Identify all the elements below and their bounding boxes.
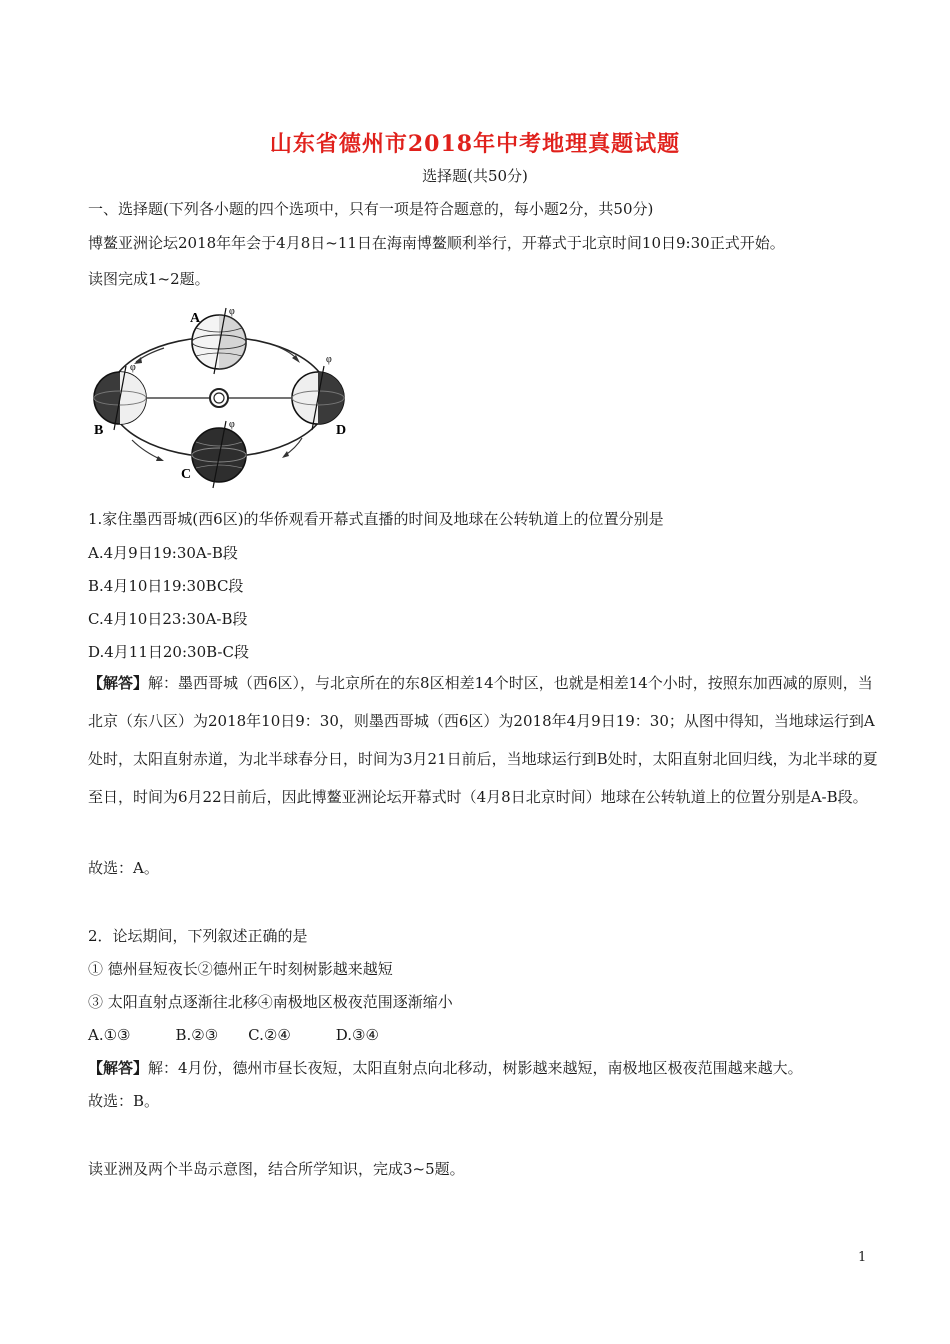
question-2-choice: 故选：B。 (88, 1092, 160, 1110)
label-c: C (181, 467, 192, 482)
label-b: B (94, 423, 104, 438)
question-1-option-a: A.4月9日19:30A-B段 (88, 544, 238, 562)
question-2-stem: 2．论坛期间，下列叙述正确的是 (88, 927, 308, 945)
answer-text: 解：4月份，德州市昼长夜短，太阳直射点向北移动，树影越来越短，南极地区极夜范围越来越大。 (148, 1059, 803, 1077)
question-2-options: A.①③ B.②③ C.②④ D.③④ (88, 1026, 379, 1044)
label-a: A (190, 311, 201, 326)
pole-mark-d: φ (326, 354, 332, 365)
section-heading: 一、选择题(下列各小题的四个选项中，只有一项是符合题意的，每小题2分，共50分) (88, 200, 654, 218)
earth-b (94, 366, 146, 430)
question-2-items-2: ③ 太阳直射点逐渐往北移④南极地区极夜范围逐渐缩小 (88, 993, 453, 1011)
pole-mark-a: φ (229, 306, 235, 317)
earth-c (192, 421, 246, 488)
question-1-option-d: D.4月11日20:30B-C段 (88, 643, 249, 661)
answer-label: 【解答】 (88, 674, 149, 692)
answer-label: 【解答】 (88, 1059, 149, 1077)
page-number: 1 (858, 1250, 867, 1265)
question-1-option-c: C.4月10日23:30A-B段 (88, 610, 248, 628)
answer-text: 解：墨西哥城（西6区），与北京所在的东8区相差14个时区，也就是相差14个小时，按照东加西减的原则，当北京（东八区）为2018年10日9：30，则墨西哥城（西6区）为2018年4月9日19：30；从图中得知，当地球运行到A处时，太阳直射赤道，为北半球春分日，时间为3月21日前后，当地球运行到B处时，太阳直射北回归线，为北半球的夏至日，时间为6月22日前后，因此博鳌亚洲论坛开幕式时（4月8日北京时间）地球在公转轨道上的位置分别是A-B段。 (88, 674, 878, 806)
question-2-items-1: ① 德州昼短夜长②德州正午时刻树影越来越短 (88, 960, 393, 978)
intro-line: 博鳌亚洲论坛2018年年会于4月8日~11日在海南博鳌顺利举行，开幕式于北京时间10日9:30正式开始。 (88, 234, 785, 252)
earth-orbit-diagram (86, 300, 356, 490)
label-d: D (336, 423, 347, 438)
pole-mark-c: φ (229, 419, 235, 430)
document-title: 山东省德州市2018年中考地理真题试题 (269, 131, 681, 157)
question-1-choice: 故选：A。 (88, 859, 159, 877)
intro-instruction: 读图完成1~2题。 (88, 270, 210, 288)
next-section-intro: 读亚洲及两个半岛示意图，结合所学知识，完成3~5题。 (88, 1160, 465, 1178)
question-2-answer (88, 1057, 803, 1078)
earth-d (292, 366, 344, 430)
question-1-answer (88, 664, 878, 816)
question-1-option-b: B.4月10日19:30BC段 (88, 577, 244, 595)
pole-mark-b: φ (130, 362, 136, 373)
section-subtitle: 选择题(共50分) (422, 167, 528, 185)
question-1-stem: 1.家住墨西哥城(西6区)的华侨观看开幕式直播的时间及地球在公转轨道上的位置分别是 (88, 510, 664, 528)
